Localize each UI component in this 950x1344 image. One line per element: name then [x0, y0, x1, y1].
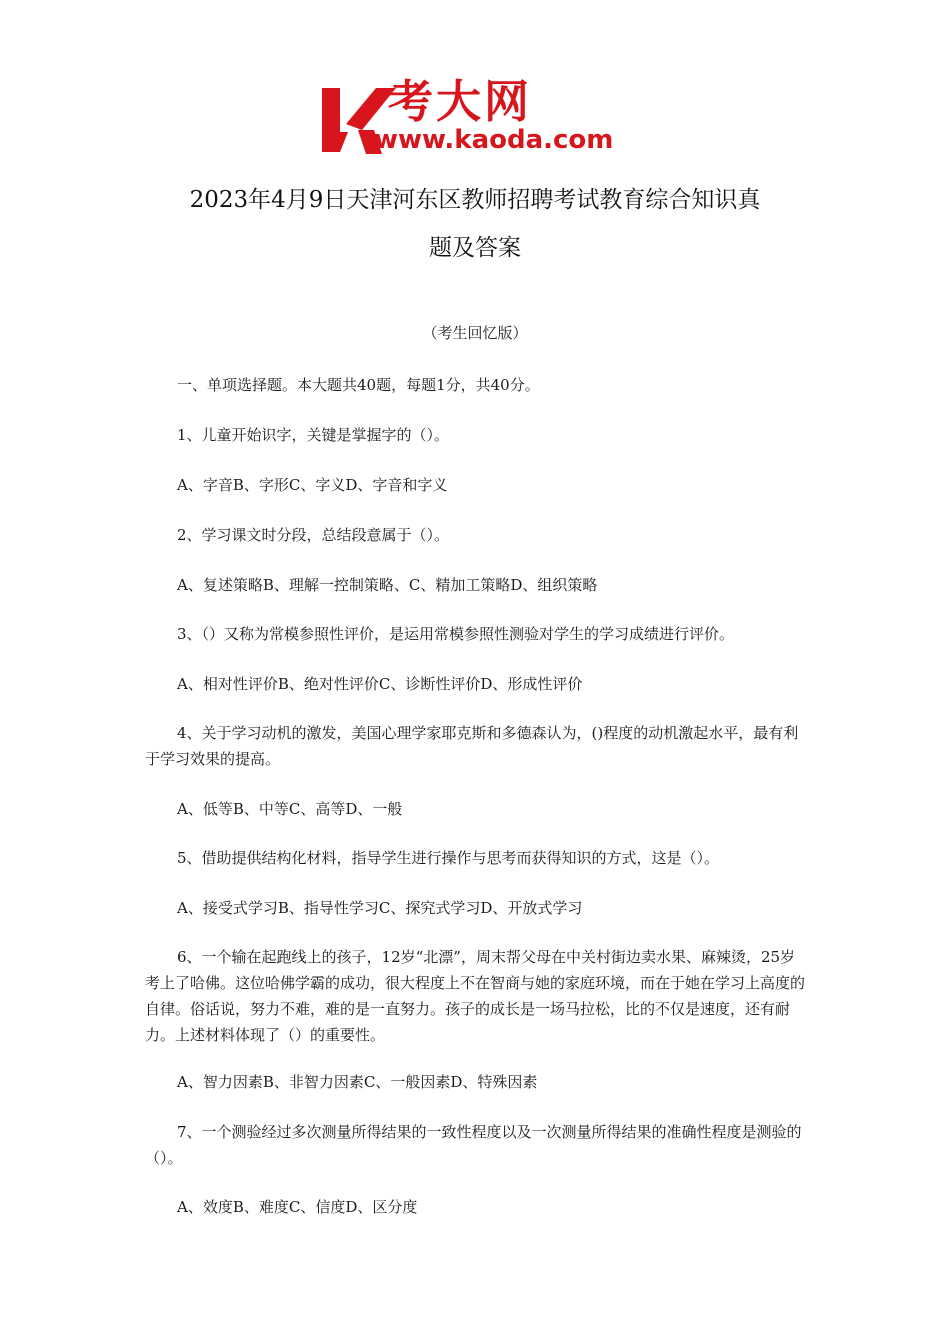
- question-2-options: A、复述策略B、理解一控制策略、C、精加工策略D、组织策略: [177, 576, 598, 594]
- document-title: [145, 176, 805, 272]
- logo-brand-text: 考大网: [388, 75, 533, 128]
- document-subtitle: （考生回忆版）: [422, 324, 528, 342]
- title-line-1: 2023年4月9日天津河东区教师招聘考试教育综合知识真: [189, 187, 761, 213]
- question-6-options: A、智力因素B、非智力因素C、一般因素D、特殊因素: [177, 1073, 538, 1091]
- question-4-stem: 4、关于学习动机的激发，美国心理学家耶克斯和多德森认为，()程度的动机激起水平，最有利于学习效果的提高。: [145, 724, 799, 768]
- title-line-2: 题及答案: [429, 235, 521, 261]
- question-6-stem: 6、一个输在起跑线上的孩子，12岁“北漂”，周末帮父母在中关村街边卖水果、麻辣烫，25岁考上了哈佛。这位哈佛学霸的成功，很大程度上不在智商与她的家庭环境，而在于她在学习上高度的自律。俗话说，努力不难，难的是一直努力。孩子的成长是一场马拉松，比的不仅是速度，还有耐力。上述材料体现了（）的重要性。: [145, 948, 806, 1044]
- question-3-stem: 3、（）又称为常模参照性评价，是运用常模参照性测验对学生的学习成绩进行评价。: [177, 625, 735, 643]
- question-5-options: A、接受式学习B、指导性学习C、探究式学习D、开放式学习: [177, 899, 583, 917]
- section-heading: 一、单项选择题。本大题共40题，每题1分，共40分。: [177, 376, 540, 394]
- question-2-stem: 2、学习课文时分段，总结段意属于（）。: [177, 526, 450, 544]
- question-1-stem: 1、儿童开始识字，关键是掌握字的（）。: [177, 426, 450, 444]
- question-1-options: A、字音B、字形C、字义D、字音和字义: [177, 476, 448, 494]
- logo-url-text: www.kaoda.com: [374, 125, 614, 155]
- question-4-options: A、低等B、中等C、高等D、一般: [177, 800, 403, 818]
- question-5-stem: 5、借助提供结构化材料，指导学生进行操作与思考而获得知识的方式，这是（）。: [177, 849, 720, 867]
- question-7-options: A、效度B、难度C、信度D、区分度: [177, 1198, 418, 1216]
- question-7-stem: 7、一个测验经过多次测量所得结果的一致性程度以及一次测量所得结果的准确性程度是测验的（）。: [145, 1123, 802, 1167]
- question-3-options: A、相对性评价B、绝对性评价C、诊断性评价D、形成性评价: [177, 675, 583, 693]
- kaoda-logo: [318, 75, 638, 160]
